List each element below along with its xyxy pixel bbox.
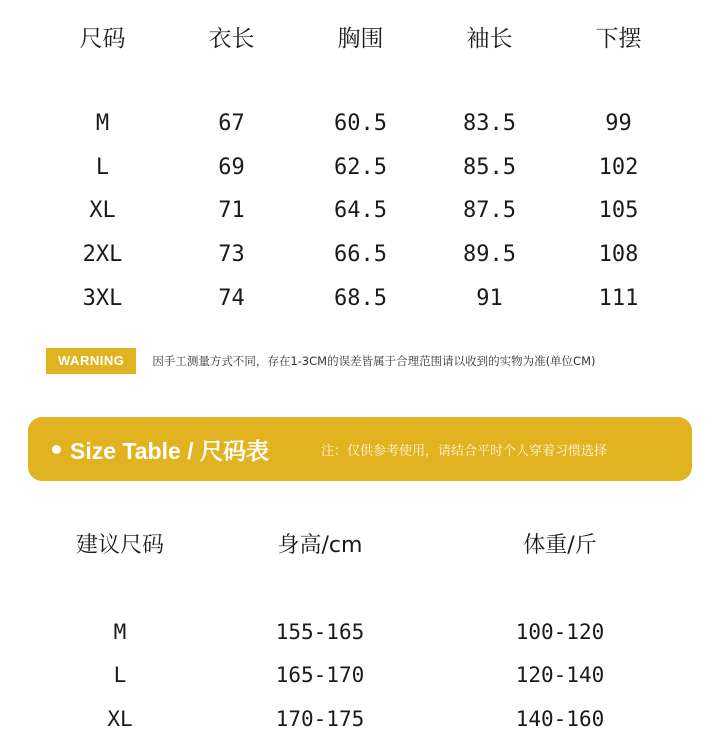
cell-length: 73 [218, 242, 245, 268]
cell-hem: 105 [598, 198, 639, 224]
cell-hem: 111 [598, 285, 639, 311]
header-weight: 体重/斤 [523, 532, 597, 558]
header-height: 身高/cm [277, 532, 363, 558]
cell-size: L [113, 663, 127, 688]
cell-length: 71 [218, 198, 245, 224]
header-hem: 下摆 [595, 25, 642, 52]
banner-title: Size Table / 尺码表 [70, 437, 269, 464]
cell-size: M [95, 111, 110, 137]
cell-sleeve: 87.5 [463, 198, 516, 224]
cell-weight: 120-140 [515, 663, 605, 688]
header-length: 衣长 [208, 25, 255, 52]
header-size: 尺码 [79, 25, 126, 52]
size-chart-header-row [38, 14, 683, 58]
table-row [38, 102, 683, 146]
cell-size: 3XL [82, 285, 123, 311]
recommend-size-table [40, 521, 680, 741]
warning-notice [46, 348, 706, 374]
cell-chest: 62.5 [334, 154, 387, 180]
cell-chest: 60.5 [334, 111, 387, 137]
recommend-header-row [40, 521, 680, 565]
cell-height: 155-165 [275, 619, 365, 644]
cell-hem: 108 [598, 242, 639, 268]
cell-chest: 64.5 [334, 198, 387, 224]
size-table-banner [28, 417, 692, 481]
header-chest: 胸围 [337, 25, 384, 52]
warning-badge: WARNING [46, 348, 136, 374]
cell-weight: 100-120 [515, 619, 605, 644]
cell-hem: 99 [605, 111, 632, 137]
cell-size: XL [89, 198, 116, 224]
cell-length: 69 [218, 154, 245, 180]
header-recommended-size: 建议尺码 [75, 532, 164, 558]
warning-text: 因手工测量方式不同，存在1-3CM的误差皆属于合理范围请以收到的实物为准(单位CM) [152, 354, 596, 368]
cell-height: 165-170 [275, 663, 365, 688]
table-row [38, 276, 683, 320]
cell-sleeve: 91 [476, 285, 503, 311]
table-row [40, 697, 680, 741]
size-chart-table [38, 14, 683, 320]
cell-sleeve: 85.5 [463, 154, 516, 180]
table-row [38, 189, 683, 233]
cell-size: L [95, 154, 110, 180]
table-row [40, 610, 680, 654]
header-sleeve: 袖长 [466, 25, 513, 52]
table-row [38, 146, 683, 190]
cell-weight: 140-160 [515, 706, 605, 731]
cell-height: 170-175 [275, 706, 365, 731]
cell-chest: 68.5 [334, 285, 387, 311]
table-row [38, 233, 683, 277]
cell-chest: 66.5 [334, 242, 387, 268]
cell-size: M [113, 619, 127, 644]
table-row [40, 654, 680, 698]
cell-size: 2XL [82, 242, 123, 268]
cell-length: 67 [218, 111, 245, 137]
cell-hem: 102 [598, 154, 639, 180]
bullet-icon [52, 445, 61, 454]
cell-size: XL [107, 706, 133, 731]
banner-note: 注：仅供参考使用，请结合平时个人穿着习惯选择 [320, 443, 607, 459]
cell-length: 74 [218, 285, 245, 311]
cell-sleeve: 89.5 [463, 242, 516, 268]
cell-sleeve: 83.5 [463, 111, 516, 137]
